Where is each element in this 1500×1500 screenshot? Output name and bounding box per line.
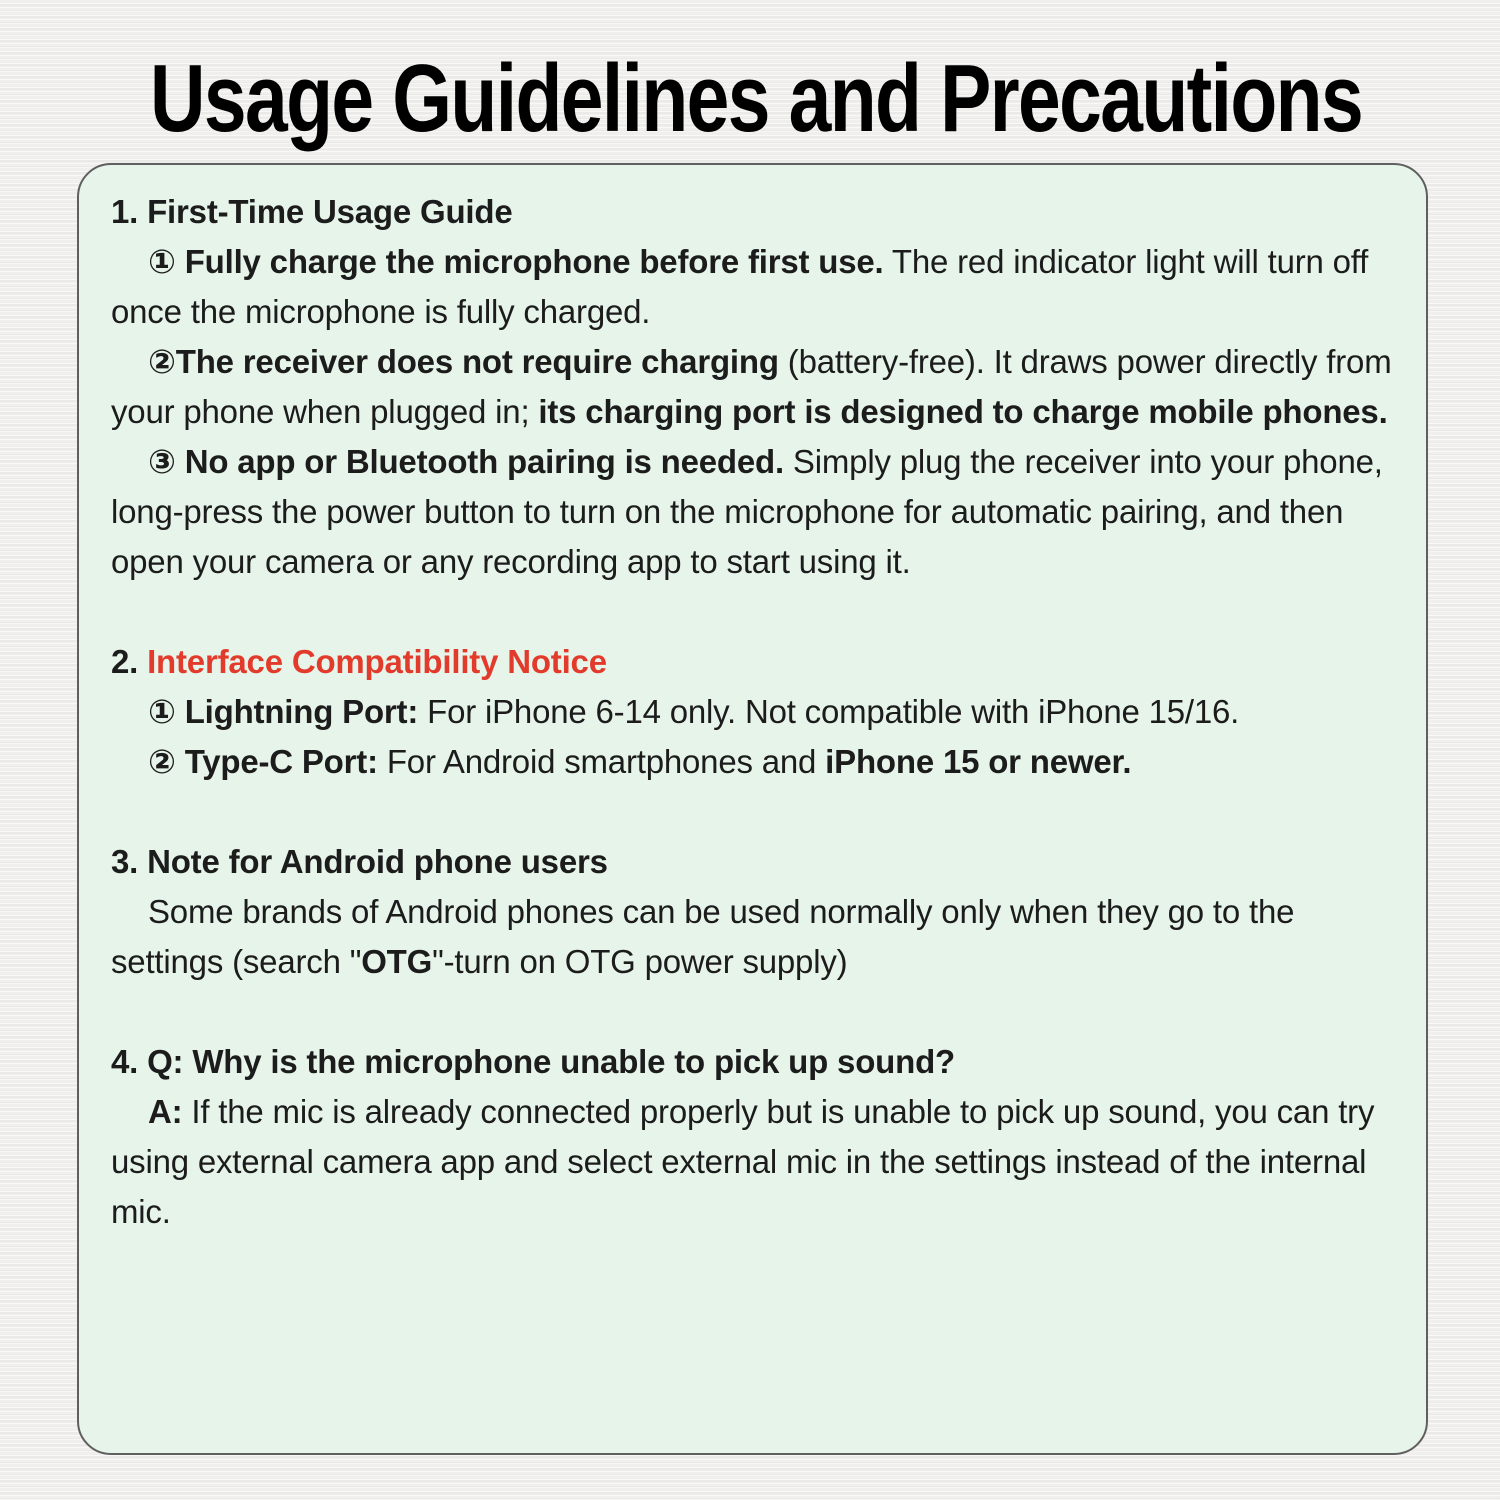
text-run: Simply plug the receiver into your phone, long-press the power button to turn on the microphone for automatic pairing, and then open your camera or any recording app to start using it. bbox=[111, 443, 1383, 580]
section-title: Interface Compatibility Notice bbox=[147, 643, 607, 680]
bold-text-run: ② Type-C Port: bbox=[148, 743, 378, 780]
section-heading bbox=[111, 187, 1394, 237]
bold-text-run: ① Fully charge the microphone before first use. bbox=[148, 243, 884, 280]
paragraph bbox=[111, 337, 1394, 437]
bold-text-run: ① Lightning Port: bbox=[148, 693, 419, 730]
paragraph bbox=[111, 237, 1394, 337]
bold-text-run: ②The receiver does not require charging bbox=[148, 343, 779, 380]
bold-text-run: iPhone 15 or newer. bbox=[825, 743, 1132, 780]
bold-text-run: its charging port is designed to charge mobile phones. bbox=[538, 393, 1388, 430]
text-run: For Android smartphones and bbox=[377, 743, 826, 780]
paragraph bbox=[111, 887, 1394, 987]
text-run: (battery-free). It draws power directly from your phone when plugged in; bbox=[111, 343, 1392, 430]
section-number: 4. bbox=[111, 1043, 148, 1080]
bold-text-run: ③ No app or Bluetooth pairing is needed. bbox=[148, 443, 784, 480]
section-number: 3. bbox=[111, 843, 148, 880]
paragraph bbox=[111, 737, 1394, 787]
guidelines-panel bbox=[77, 163, 1428, 1455]
paragraph bbox=[111, 687, 1394, 737]
section-heading bbox=[111, 837, 1394, 887]
bold-text-run: A: bbox=[148, 1093, 183, 1130]
section bbox=[111, 187, 1394, 587]
text-run: For iPhone 6-14 only. Not compatible with iPhone 15/16. bbox=[418, 693, 1240, 730]
text-run: If the mic is already connected properly but is unable to pick up sound, you can try using external camera app and select external mic in the settings instead of the internal mic. bbox=[111, 1093, 1375, 1230]
section-heading bbox=[111, 637, 1394, 687]
text-run: Some brands of Android phones can be used normally only when they go to the settings (search " bbox=[111, 893, 1295, 980]
section-number: 2. bbox=[111, 643, 148, 680]
section-title: Note for Android phone users bbox=[147, 843, 608, 880]
paragraph bbox=[111, 437, 1394, 587]
paragraph bbox=[111, 1087, 1394, 1237]
section bbox=[111, 1037, 1394, 1237]
section bbox=[111, 637, 1394, 787]
section-heading bbox=[111, 1037, 1394, 1087]
section-title: Q: Why is the microphone unable to pick up sound? bbox=[147, 1043, 955, 1080]
section-number: 1. bbox=[111, 193, 148, 230]
text-run: "-turn on OTG power supply) bbox=[432, 943, 848, 980]
bold-text-run: OTG bbox=[361, 943, 433, 980]
section bbox=[111, 837, 1394, 987]
sections bbox=[111, 187, 1394, 1237]
text-run: The red indicator light will turn off once the microphone is fully charged. bbox=[111, 243, 1369, 330]
page-title: Usage Guidelines and Precautions bbox=[150, 45, 1363, 152]
section-title: First-Time Usage Guide bbox=[147, 193, 513, 230]
